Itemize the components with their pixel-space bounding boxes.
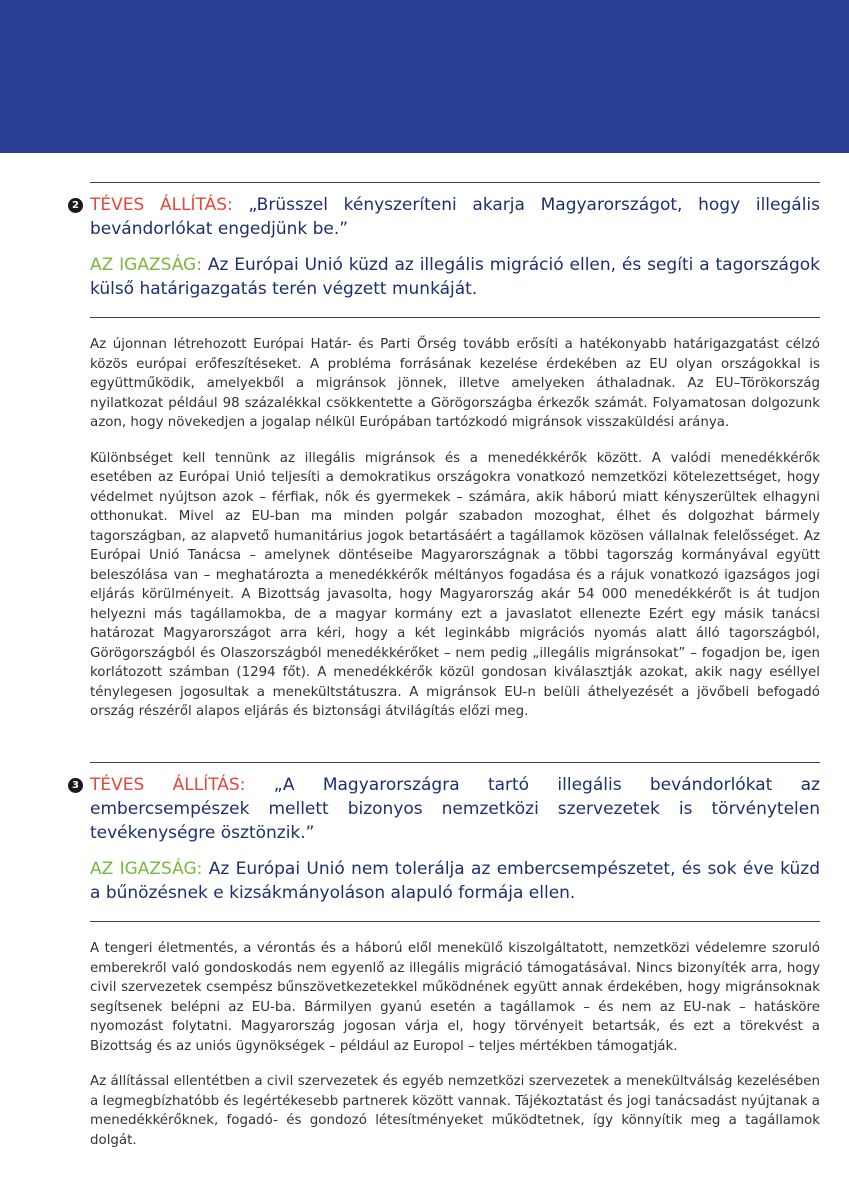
paragraph: Az újonnan létrehozott Európai Határ- és Parti Őrség tovább erősíti a hatékonyabb határigazgatást célzó közös európai erőfeszítéseket. A probléma forrásának kezelése érdekében az EU olyan országokkal is együttműködik, amelyekből a migránsok jönnek, illetve amelyeken áthaladnak. Az EU–Törökország nyilatkozat például 98 százalékkal csökkentette a Görögországba érkezők számát. Folyamatosan dolgozunk azon, hogy növekedjen a jogalap nélkül Európában tartózkodó migránsok visszaküldési aránya.	[90, 337, 820, 430]
false-claim-text: „Brüsszel kényszeríteni akarja Magyarországot, hogy illegális bevándorlókat engedjünk be.”	[90, 195, 820, 239]
divider-top	[90, 182, 820, 183]
divider-bottom	[90, 921, 820, 922]
false-claim-label: TÉVES ÁLLÍTÁS:	[90, 195, 233, 215]
section-number-badge: 2	[68, 198, 83, 213]
section-3	[68, 762, 820, 1166]
paragraph: A tengeri életmentés, a vérontás és a háború elől menekülő kiszolgáltatott, nemzetközi védelemre szoruló emberekről való gondoskodás nem egyenlő az illegális migráció támogatásával. Nincs bizonyíték arra, hogy civil szervezetek csempész bűnszövetkezetekkel működnének együtt annak érdekében, hogy migránsoknak segítsenek belépni az EU-ba. Bármilyen gyanú esetén a tagállamok – és nem az EU-nak – hatásköre nyomozást folytatni. Magyarország jogosan várja el, hogy törvényeit betartsák, és ezt a törekvést a Bizottság és az uniós ügynökségek – például az Europol – teljes mértékben támogatják.	[90, 941, 820, 1054]
truth-label: AZ IGAZSÁG:	[90, 859, 203, 879]
truth-text: Az Európai Unió nem tolerálja az embercsempészetet, és sok éve küzd a bűnözésnek e kizsákmányoláson alapuló formája ellen.	[90, 859, 820, 903]
false-claim-label: TÉVES ÁLLÍTÁS:	[90, 775, 246, 795]
truth-statement	[68, 253, 820, 301]
truth-text: Az Európai Unió küzd az illegális migráció ellen, és segíti a tagországok külső határigazgatás terén végzett munkáját.	[90, 255, 820, 299]
false-claim-text: „A Magyarországra tartó illegális bevándorlókat az embercsempészek mellett bizonyos nemzetközi szervezetek is törvénytelen tevékenységre ösztönzik.”	[90, 775, 820, 843]
paragraph: Az állítással ellentétben a civil szervezetek és egyéb nemzetközi szervezetek a menekültválság kezelésében a legmegbízhatóbb és legértékesebb partnerek között vannak. Tájékoztatást és jogi tanácsadást nyújtanak a menedékkérőknek, fogadó- és gondozó létesítményeket működtetnek, így könnyítik meg a tagállamok dolgát.	[90, 1074, 820, 1148]
false-claim	[68, 193, 820, 241]
truth-statement	[68, 857, 820, 905]
body-text	[68, 335, 820, 722]
false-claim	[68, 773, 820, 845]
section-2	[68, 182, 820, 738]
truth-label: AZ IGAZSÁG:	[90, 255, 202, 275]
top-banner	[0, 0, 849, 153]
paragraph: Különbséget kell tennünk az illegális migránsok és a menedékkérők között. A valódi menedékkérők esetében az Európai Unió teljesíti a demokratikus országokra vonatkozó nemzetközi kötelezettséget, hogy védelmet nyújtson azok – férfiak, nők és gyermekek – számára, akik háború miatt kényszerültek elhagyni otthonukat. Mivel az EU-ban ma minden polgár szabadon mozoghat, élhet és dolgozhat bármely tagországban, az alapvető humanitárius jogok betartásáért a tagállamok közösen vállalnak felelősséget. Az Európai Unió Tanácsa – amelynek döntéseibe Magyarországnak a többi tagország kormányával együtt beleszólása van – meghatározta a menedékkérők méltányos fogadása és a rájuk vonatkozó igazságos jogi eljárás körülményeit. A Bizottság javasolta, hogy Magyarország akár 54 000 menedékkérőt is át tudjon helyezni más tagállamokba, de a magyar kormány ezt a javaslatot ellenezte Ezért egy másik tanácsi határozat Magyarországot arra kéri, hogy a két leginkább migrációs nyomás alatt álló tagországból, Görögországból és Olaszországból menedékkérőket – nem pedig „illegális migránsokat” – fogadjon be, igen korlátozott számban (1294 főt). A menedékkérők közül gondosan kiválasztják azokat, akik nagy eséllyel ténylegesen jogosultak a menekültstátuszra. A migránsok EU-n belüli áthelyezését a jövőbeli befogadó ország részéről alapos eljárás és biztonsági átvilágítás előzi meg.	[90, 450, 820, 719]
body-text	[68, 939, 820, 1150]
divider-bottom	[90, 317, 820, 318]
divider-top	[90, 762, 820, 763]
section-number-badge: 3	[68, 778, 83, 793]
